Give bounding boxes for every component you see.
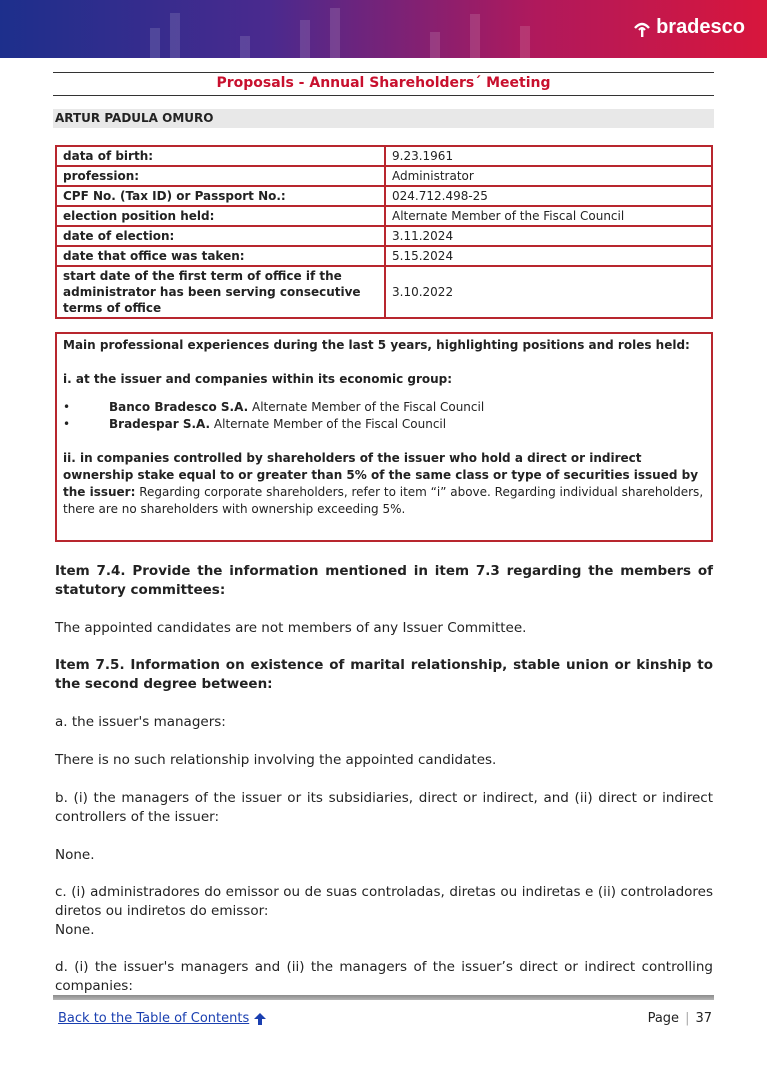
bradesco-tree-icon bbox=[632, 18, 652, 38]
item-74-text: The appointed candidates are not members of any Issuer Committee. bbox=[55, 620, 527, 636]
title-rule-bottom bbox=[53, 95, 714, 96]
arrow-up-icon bbox=[253, 1012, 267, 1026]
item-b-label: b. (i) the managers of the issuer or its subsidiaries, direct or indirect, and (ii) direct or indirect controllers of the issuer: bbox=[55, 790, 713, 825]
info-value: Administrator bbox=[385, 166, 712, 186]
item-74-heading: Item 7.4. Provide the information mentioned in item 7.3 regarding the members of statutory committees: bbox=[55, 563, 713, 598]
info-label: CPF No. (Tax ID) or Passport No.: bbox=[56, 186, 385, 206]
bullet-icon: • bbox=[63, 400, 71, 414]
section-ii bbox=[63, 450, 705, 518]
bullet-icon: • bbox=[63, 417, 71, 431]
item-d-label: d. (i) the issuer's managers and (ii) the managers of the issuer’s direct or indirect controlling companies: bbox=[55, 959, 713, 994]
info-value: 3.11.2024 bbox=[385, 226, 712, 246]
page-label: Page bbox=[647, 1011, 680, 1026]
info-label: profession: bbox=[56, 166, 385, 186]
page-number bbox=[648, 1011, 712, 1026]
section-ii-text: Regarding corporate shareholders, refer to item “i” above. Regarding individual shareholders, there are no shareholders with ownership exceeding 5%. bbox=[63, 485, 704, 516]
bullet-role: Alternate Member of the Fiscal Council bbox=[248, 400, 485, 414]
brand-name: bradesco bbox=[656, 16, 745, 38]
section-i-heading: i. at the issuer and companies within its economic group: bbox=[63, 372, 453, 386]
info-value: Alternate Member of the Fiscal Council bbox=[385, 206, 712, 226]
item-c-label: c. (i) administradores do emissor ou de suas controladas, diretas ou indiretas e (ii) controladores diretos ou indiretos do emissor: bbox=[55, 884, 713, 919]
candidate-name: ARTUR PADULA OMURO bbox=[53, 109, 714, 128]
document-title: Proposals - Annual Shareholders´ Meeting bbox=[216, 75, 551, 91]
header-banner bbox=[0, 0, 767, 58]
info-label: data of birth: bbox=[56, 146, 385, 166]
info-label: date of election: bbox=[56, 226, 385, 246]
bullet-item bbox=[63, 416, 705, 433]
experience-box bbox=[55, 332, 713, 542]
item-a-text: There is no such relationship involving the appointed candidates. bbox=[55, 752, 497, 768]
info-row bbox=[56, 146, 712, 166]
info-label: election position held: bbox=[56, 206, 385, 226]
info-row bbox=[56, 226, 712, 246]
info-row bbox=[56, 206, 712, 226]
info-row bbox=[56, 246, 712, 266]
page-number-value: 37 bbox=[695, 1011, 712, 1026]
title-rule-top bbox=[53, 72, 714, 73]
info-label: date that office was taken: bbox=[56, 246, 385, 266]
info-row bbox=[56, 186, 712, 206]
item-c-text: None. bbox=[55, 922, 95, 938]
item-75-heading: Item 7.5. Information on existence of marital relationship, stable union or kinship to the second degree between: bbox=[55, 657, 713, 692]
candidate-info-table bbox=[55, 145, 713, 319]
bullet-item bbox=[63, 399, 705, 416]
experience-heading: Main professional experiences during the last 5 years, highlighting positions and roles held: bbox=[63, 338, 690, 352]
bradesco-logo bbox=[632, 16, 745, 39]
bullet-role: Alternate Member of the Fiscal Council bbox=[210, 417, 447, 431]
info-value: 3.10.2022 bbox=[385, 266, 712, 318]
page-separator: | bbox=[685, 1011, 690, 1026]
info-row bbox=[56, 266, 712, 318]
footer-rule bbox=[53, 995, 714, 1000]
item-b-text: None. bbox=[55, 847, 95, 863]
info-value: 5.15.2024 bbox=[385, 246, 712, 266]
bullet-company: Bradespar S.A. bbox=[109, 417, 211, 431]
info-row bbox=[56, 166, 712, 186]
section-ii-heading: ii. in companies controlled by shareholders of the issuer who hold a direct or indirect ownership stake equal to or greater than 5% of the same class or type of securities issued by the issuer: bbox=[63, 451, 699, 499]
item-a-label: a. the issuer's managers: bbox=[55, 714, 226, 730]
info-label: start date of the first term of office if the administrator has been serving consecutive terms of office bbox=[56, 266, 385, 318]
info-value: 024.712.498-25 bbox=[385, 186, 712, 206]
toc-link-label: Back to the Table of Contents bbox=[58, 1011, 250, 1026]
toc-link[interactable] bbox=[58, 1011, 267, 1026]
bullet-company: Banco Bradesco S.A. bbox=[109, 400, 249, 414]
info-value: 9.23.1961 bbox=[385, 146, 712, 166]
